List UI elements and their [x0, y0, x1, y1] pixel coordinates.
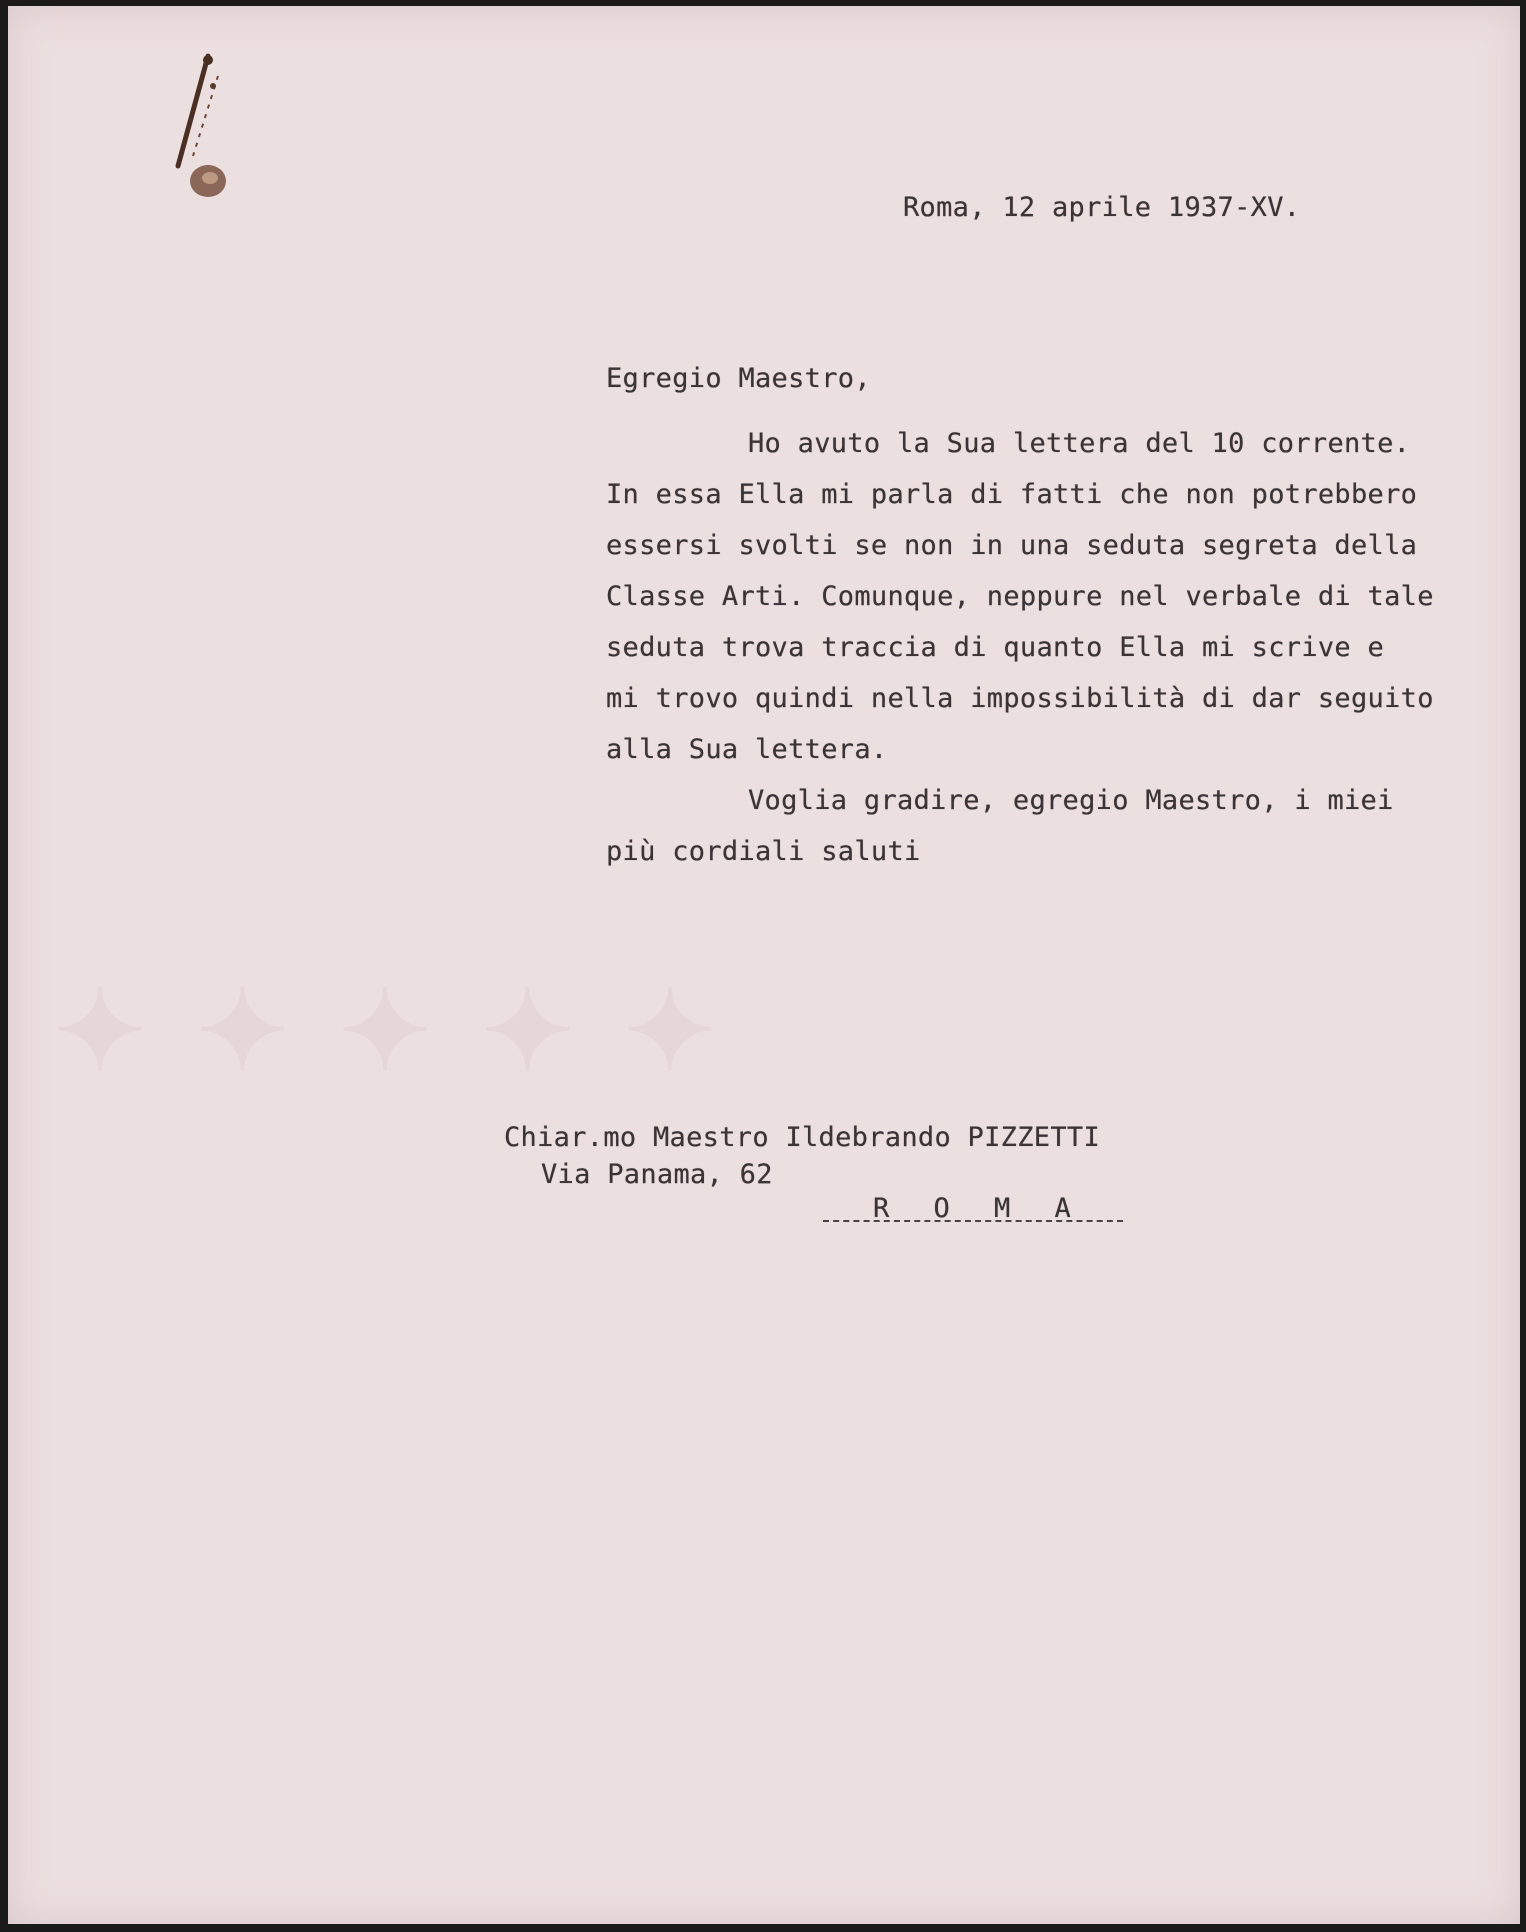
body-line: Ho avuto la Sua lettera del 10 corrente. [748, 428, 1411, 459]
letter-sheet [8, 6, 1520, 1924]
body-line: Classe Arti. Comunque, neppure nel verbale di tale [606, 581, 1434, 612]
letter-date: Roma, 12 aprile 1937-XV. [903, 192, 1301, 223]
closing-line: più cordiali saluti [606, 836, 921, 867]
body-line: mi trovo quindi nella impossibilità di dar seguito [606, 683, 1434, 714]
recipient-city: R O M A [873, 1193, 1085, 1224]
body-line: alla Sua lettera. [606, 734, 888, 765]
recipient-address: Via Panama, 62 [541, 1159, 773, 1190]
show-through-bleed: ✦ ✦ ✦ ✦ ✦ [48, 966, 717, 1095]
letter-salutation: Egregio Maestro, [606, 363, 871, 394]
body-line: essersi svolti se non in una seduta segreta della [606, 530, 1418, 561]
closing-line: Voglia gradire, egregio Maestro, i miei [748, 785, 1394, 816]
body-line: In essa Ella mi parla di fatti che non potrebbero [606, 479, 1418, 510]
rust-stain-icon [158, 46, 248, 216]
city-underline [823, 1220, 1123, 1222]
body-line: seduta trova traccia di quanto Ella mi scrive e [606, 632, 1385, 663]
recipient-name: Chiar.mo Maestro Ildebrando PIZZETTI [504, 1122, 1100, 1153]
